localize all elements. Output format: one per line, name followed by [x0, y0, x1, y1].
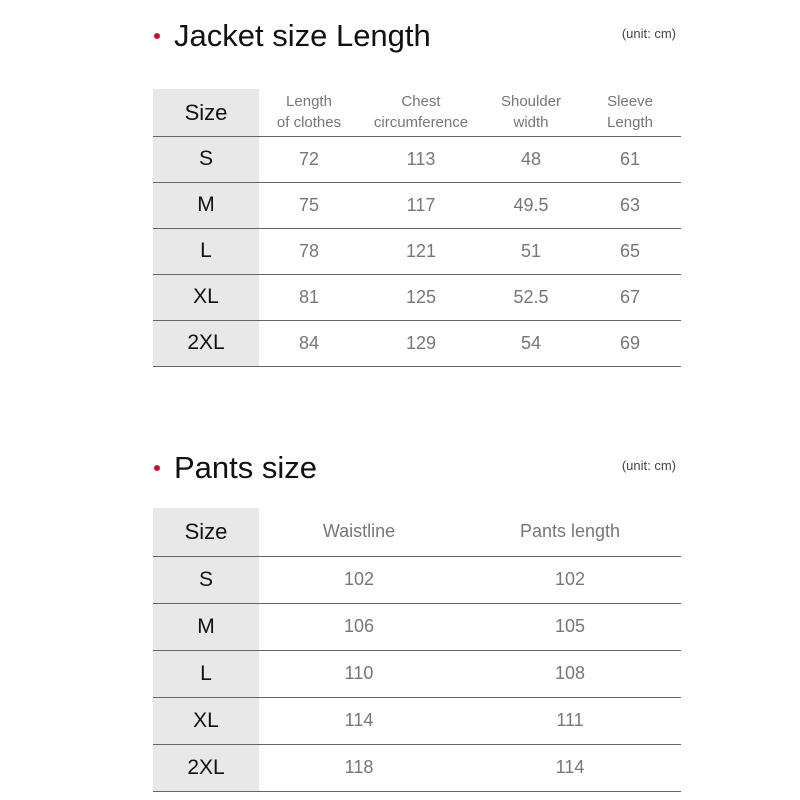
pants-col-waistline: Waistline — [259, 508, 459, 556]
jacket-size-header: Size — [153, 89, 259, 136]
table-row — [153, 136, 681, 182]
table-row — [153, 182, 681, 228]
value-cell: 67 — [579, 274, 681, 320]
table-row — [153, 228, 681, 274]
value-cell: 81 — [259, 274, 359, 320]
jacket-size-table — [153, 89, 681, 367]
value-cell: 121 — [359, 228, 483, 274]
value-cell: 48 — [483, 136, 579, 182]
jacket-unit-label: (unit: cm) — [621, 26, 676, 41]
value-cell: 69 — [579, 320, 681, 366]
table-row — [153, 274, 681, 320]
value-cell: 102 — [259, 556, 459, 603]
red-bullet-icon — [154, 465, 160, 471]
value-cell: 61 — [579, 136, 681, 182]
value-cell: 52.5 — [483, 274, 579, 320]
value-cell: 105 — [459, 603, 681, 650]
value-cell: 49.5 — [483, 182, 579, 228]
size-cell: M — [153, 603, 259, 650]
value-cell: 117 — [359, 182, 483, 228]
pants-size-header: Size — [153, 508, 259, 556]
jacket-col-sleeve: Sleeve Length — [579, 89, 681, 136]
size-cell: 2XL — [153, 744, 259, 791]
pants-header-row — [153, 508, 681, 556]
pants-title: Pants size — [174, 450, 318, 485]
value-cell: 84 — [259, 320, 359, 366]
value-cell: 114 — [459, 744, 681, 791]
size-cell: XL — [153, 697, 259, 744]
value-cell: 110 — [259, 650, 459, 697]
size-cell: S — [153, 136, 259, 182]
value-cell: 63 — [579, 182, 681, 228]
value-cell: 65 — [579, 228, 681, 274]
value-cell: 114 — [259, 697, 459, 744]
jacket-title: Jacket size Length — [174, 18, 431, 53]
value-cell: 125 — [359, 274, 483, 320]
jacket-col-shoulder: Shoulder width — [483, 89, 579, 136]
pants-section-header — [150, 446, 680, 496]
table-row — [153, 744, 681, 791]
value-cell: 111 — [459, 697, 681, 744]
value-cell: 108 — [459, 650, 681, 697]
size-cell: L — [153, 650, 259, 697]
table-row — [153, 320, 681, 366]
size-cell: 2XL — [153, 320, 259, 366]
size-cell: XL — [153, 274, 259, 320]
value-cell: 72 — [259, 136, 359, 182]
value-cell: 102 — [459, 556, 681, 603]
size-cell: S — [153, 556, 259, 603]
pants-unit-label: (unit: cm) — [621, 458, 676, 473]
value-cell: 78 — [259, 228, 359, 274]
jacket-section-header — [150, 14, 680, 64]
table-row — [153, 697, 681, 744]
jacket-header-row — [153, 89, 681, 136]
size-cell: L — [153, 228, 259, 274]
value-cell: 54 — [483, 320, 579, 366]
jacket-col-length: Length of clothes — [259, 89, 359, 136]
table-row — [153, 650, 681, 697]
pants-col-pants-length: Pants length — [459, 508, 681, 556]
value-cell: 75 — [259, 182, 359, 228]
value-cell: 118 — [259, 744, 459, 791]
red-bullet-icon — [154, 33, 160, 39]
value-cell: 113 — [359, 136, 483, 182]
table-row — [153, 603, 681, 650]
value-cell: 51 — [483, 228, 579, 274]
table-row — [153, 556, 681, 603]
value-cell: 129 — [359, 320, 483, 366]
size-cell: M — [153, 182, 259, 228]
jacket-col-chest: Chest circumference — [359, 89, 483, 136]
pants-size-table — [153, 508, 681, 792]
value-cell: 106 — [259, 603, 459, 650]
